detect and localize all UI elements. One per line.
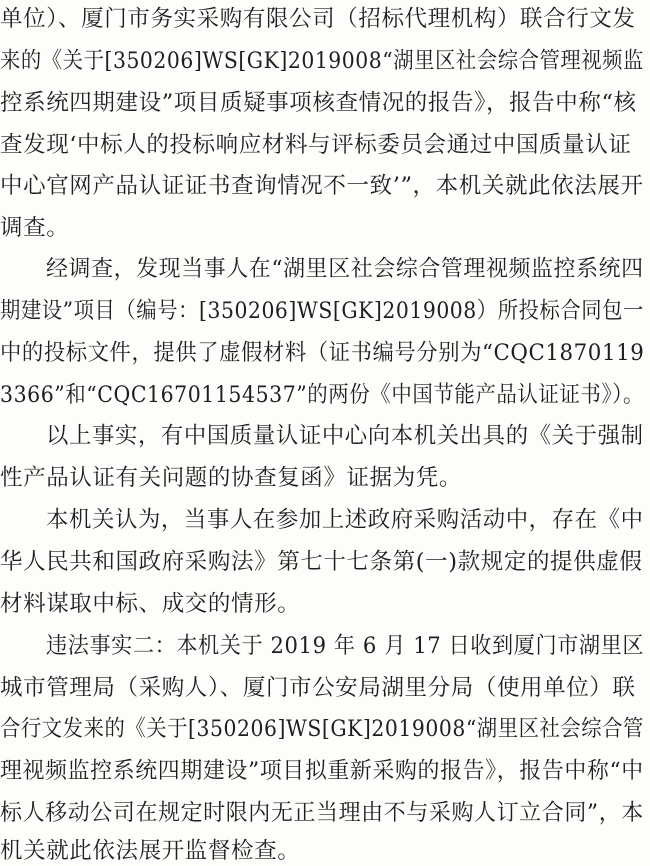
text-line: 来的《关于[350206]WS[GK]2019008“湖里区社会综合管理视频监 bbox=[0, 48, 644, 74]
text-line: 华人民共和国政府采购法》第七十七条第(一)款规定的提供虚假 bbox=[0, 549, 643, 575]
text-line: 单位）、厦门市务实采购有限公司（招标代理机构）联合行文发 bbox=[0, 6, 636, 32]
text-line: 性产品认证有关问题的协查复函》证据为凭。 bbox=[0, 465, 463, 491]
text-line: 城市管理局（采购人）、厦门市公安局湖里分局（使用单位）联 bbox=[0, 675, 636, 701]
text-line: 中心官网产品认证证书查询情况不一致’”，本机关就此依法展开 bbox=[0, 173, 644, 199]
text-line: 合行文发来的《关于[350206]WS[GK]2019008“湖里区社会综合管 bbox=[0, 716, 644, 742]
text-line: 中的投标文件，提供了虚假材料（证书编号分别为“CQC1870119 bbox=[0, 340, 645, 366]
paragraph-start-line: 以上事实，有中国质量认证中心向本机关出具的《关于强制 bbox=[46, 423, 644, 449]
text-line: 期建设”项目（编号：[350206]WS[GK]2019008）所投标合同包一 bbox=[0, 298, 644, 324]
text-line: 标人移动公司在规定时限内无正当理由不与采购人订立合同”，本 bbox=[0, 800, 644, 826]
text-line: 机关就此依法展开监督检查。 bbox=[0, 838, 301, 864]
paragraph-start-line: 本机关认为，当事人在参加上述政府采购活动中，存在《中 bbox=[46, 507, 644, 533]
paragraph-start-line: 经调查，发现当事人在“湖里区社会综合管理视频监控系统四 bbox=[46, 256, 644, 282]
text-line: 查发现‘中标人的投标响应材料与评标委员会通过中国质量认证 bbox=[0, 132, 632, 158]
text-line: 理视频监控系统四期建设”项目拟重新采购的报告》，报告中称“中 bbox=[0, 758, 644, 784]
text-line: 3366”和“CQC16701154537”的两份《中国节能产品认证证书》）。 bbox=[0, 382, 645, 408]
paragraph-start-line: 违法事实二：本机关于 2019 年 6 月 17 日收到厦门市湖里区 bbox=[46, 633, 645, 659]
text-line: 控系统四期建设”项目质疑事项核查情况的报告》，报告中称“核 bbox=[0, 90, 637, 116]
text-line: 调查。 bbox=[0, 215, 70, 241]
text-line: 材料谋取中标、成交的情形。 bbox=[0, 591, 301, 617]
